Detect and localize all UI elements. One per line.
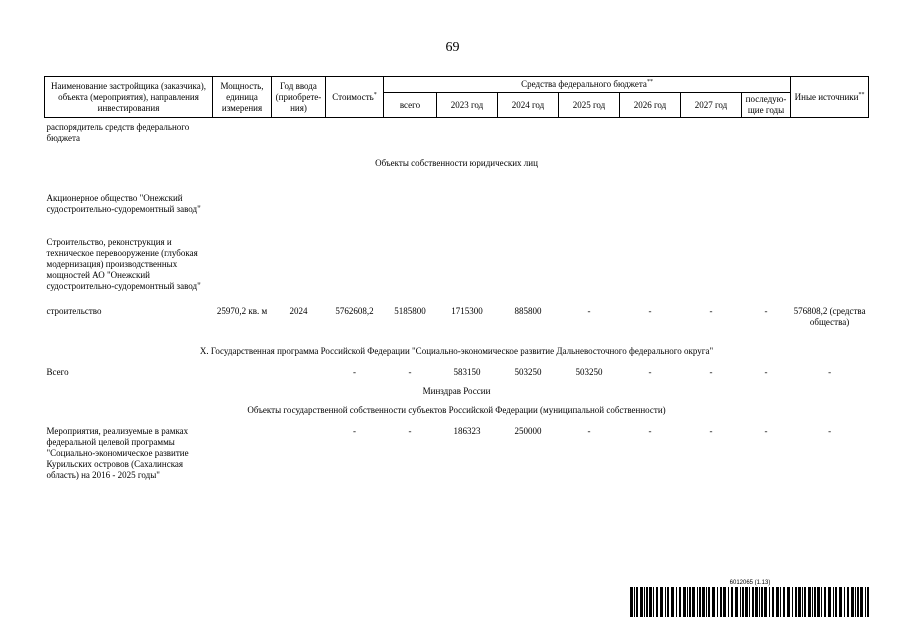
barcode-bar	[667, 587, 669, 617]
cell-value-4: -	[648, 426, 652, 436]
barcode-bar	[649, 587, 652, 617]
cell-cost: -	[353, 426, 356, 436]
cell-value-4: -	[648, 306, 652, 316]
header-sub-4: 2026 год	[620, 93, 681, 118]
barcode-bar	[689, 587, 691, 617]
row-name: строительство	[46, 306, 102, 316]
row-name: Мероприятия, реализуемые в рамках федеральной целевой программы "Социально-экономическое развитие Курильских островов (Сахалинская область) на 2016 - 2025 годы"	[46, 426, 189, 480]
barcode-bar	[792, 587, 793, 617]
header-federal-label: Средства федерального бюджета	[521, 79, 647, 89]
header-sub-1: 2023 год	[437, 93, 498, 118]
cell-other: -	[828, 426, 832, 436]
cell-cost: -	[353, 367, 356, 377]
header-federal-mark: **	[646, 79, 653, 85]
cell-value-5: -	[709, 426, 713, 436]
barcode-bar	[867, 587, 869, 617]
barcode-label: 6012065 (1.13)	[729, 580, 771, 586]
header-cost	[326, 77, 384, 118]
barcode-bar	[723, 587, 726, 617]
barcode-bar	[833, 587, 834, 617]
row-name: Акционерное общество "Онежский судостроительно-судоремонтный завод"	[46, 193, 201, 214]
cell-value-6: -	[764, 426, 768, 436]
barcode-bar	[692, 587, 695, 617]
barcode-bar	[665, 587, 666, 617]
barcode-bar	[821, 587, 822, 617]
barcode-bar	[844, 587, 845, 617]
barcode-bar	[776, 587, 779, 617]
barcode-bar	[795, 587, 797, 617]
table-row	[45, 367, 869, 386]
header-sub-0: всего	[384, 93, 437, 118]
barcode-bar	[671, 587, 674, 617]
header-federal	[384, 77, 791, 93]
cell-value-5: -	[709, 306, 713, 316]
table-row	[45, 386, 869, 405]
empty-cell	[213, 181, 869, 227]
cell-value-3: -	[587, 426, 591, 436]
barcode-bar	[745, 587, 748, 617]
cell-other: 576808,2 (средства общества)	[793, 306, 866, 327]
barcode-bar	[808, 587, 811, 617]
cell-value-1: 583150	[453, 367, 481, 377]
cell-value-4: -	[648, 367, 652, 377]
empty-cell	[213, 227, 869, 306]
barcode-bar	[644, 587, 645, 617]
cell-capacity	[213, 426, 272, 481]
cell-value-6: -	[764, 306, 768, 316]
row-name: Всего	[46, 367, 69, 377]
cell-value-3: 503250	[575, 367, 603, 377]
barcode-bar	[679, 587, 681, 617]
cell-value-1: 186323	[453, 426, 481, 436]
barcode-bar	[712, 587, 715, 617]
barcode-bar	[851, 587, 854, 617]
barcode-bar	[802, 587, 803, 617]
barcode-bar	[783, 587, 785, 617]
barcode-image	[630, 587, 870, 617]
barcode-bar	[708, 587, 710, 617]
header-other-label: Иные источники	[794, 91, 859, 102]
barcode-bar	[720, 587, 722, 617]
barcode-bar	[699, 587, 701, 617]
barcode-bar	[653, 587, 654, 617]
header-capacity: Мощность, единица измерения	[213, 77, 272, 118]
table-row	[45, 152, 869, 181]
row-name: Строительство, реконструкция и техническое перевооружение (глубокая модернизация) производственных мощностей АО "Онежский судостроительно-судоремонтный завод"	[46, 237, 201, 291]
barcode-bar	[656, 587, 658, 617]
table-row	[45, 338, 869, 367]
barcode-bar	[740, 587, 741, 617]
barcode-bar	[828, 587, 831, 617]
cell-year	[272, 367, 326, 386]
barcode-bar	[847, 587, 849, 617]
barcode-bar	[752, 587, 754, 617]
barcode	[630, 579, 870, 622]
section-title: Объекты собственности юридических лиц	[375, 158, 538, 168]
table-header	[45, 77, 869, 118]
cell-year: 2024	[289, 306, 308, 316]
header-sub-5: 2027 год	[681, 93, 742, 118]
header-sub-2: 2024 год	[498, 93, 559, 118]
header-cost-mark: *	[373, 91, 377, 98]
barcode-bar	[798, 587, 801, 617]
table-row	[45, 405, 869, 426]
barcode-bar	[769, 587, 770, 617]
section-title: X. Государственная программа Российской Федерации "Социально-экономическое развитие Дальневосточного федерального округа"	[199, 346, 714, 356]
barcode-bar	[764, 587, 767, 617]
cell-value-3: -	[587, 306, 591, 316]
header-sub-3: 2025 год	[559, 93, 620, 118]
cell-value-5: -	[709, 367, 713, 377]
cell-capacity	[213, 367, 272, 386]
barcode-bar	[759, 587, 760, 617]
cell-value-2: 885800	[514, 306, 542, 316]
header-name: Наименование застройщика (заказчика), объекта (мероприятия), направления инвестирования	[45, 77, 213, 118]
barcode-bar	[702, 587, 705, 617]
barcode-bar	[634, 587, 635, 617]
barcode-bar	[761, 587, 763, 617]
cell-year	[272, 426, 326, 481]
barcode-bar	[731, 587, 733, 617]
header-other-mark: **	[858, 91, 865, 98]
barcode-bar	[640, 587, 643, 617]
table-row	[45, 227, 869, 306]
header-cost-label: Стоимость	[332, 91, 374, 102]
header-sub-6: последую-щие годы	[742, 93, 791, 118]
barcode-bar	[676, 587, 677, 617]
barcode-bar	[742, 587, 744, 617]
barcode-bar	[728, 587, 729, 617]
barcode-bar	[855, 587, 856, 617]
barcode-bar	[687, 587, 688, 617]
table-row	[45, 181, 869, 227]
barcode-bar	[630, 587, 633, 617]
table-row	[45, 306, 869, 338]
cell-value-1: 1715300	[451, 306, 483, 316]
cell-cost: 5762608,2	[335, 306, 374, 316]
barcode-bar	[717, 587, 718, 617]
section-title: Объекты государственной собственности субъектов Российской Федерации (муниципальной собственности)	[247, 405, 666, 415]
barcode-bar	[749, 587, 750, 617]
cell-value-0: -	[408, 426, 412, 436]
empty-cell	[213, 118, 869, 153]
table-row	[45, 118, 869, 153]
barcode-bar	[814, 587, 816, 617]
barcode-bar	[683, 587, 686, 617]
cell-value-2: 503250	[514, 367, 542, 377]
barcode-bar	[839, 587, 842, 617]
barcode-bar	[787, 587, 790, 617]
barcode-bar	[636, 587, 638, 617]
barcode-bar	[860, 587, 863, 617]
barcode-bar	[804, 587, 806, 617]
cell-capacity: 25970,2 кв. м	[216, 306, 268, 316]
barcode-bar	[824, 587, 826, 617]
cell-other: -	[828, 367, 832, 377]
barcode-bar	[697, 587, 698, 617]
row-name: распорядитель средств федерального бюджета	[46, 122, 190, 143]
barcode-bar	[835, 587, 837, 617]
barcode-bar	[735, 587, 738, 617]
page-number: 69	[445, 40, 460, 55]
table-body	[45, 118, 869, 482]
header-commissioning: Год ввода (приобрете-ния)	[272, 77, 326, 118]
barcode-bar	[706, 587, 707, 617]
barcode-bar	[646, 587, 648, 617]
barcode-bar	[755, 587, 758, 617]
table-row	[45, 426, 869, 481]
header-other	[791, 77, 869, 118]
cell-value-6: -	[764, 367, 768, 377]
section-title: Минздрав России	[422, 386, 491, 396]
barcode-bar	[857, 587, 859, 617]
barcode-bar	[865, 587, 866, 617]
barcode-bar	[780, 587, 781, 617]
budget-table	[44, 76, 869, 481]
barcode-bar	[660, 587, 663, 617]
cell-value-0: 5185800	[394, 306, 426, 316]
barcode-bar	[772, 587, 774, 617]
barcode-bar	[812, 587, 813, 617]
barcode-bar	[817, 587, 820, 617]
cell-value-0: -	[408, 367, 412, 377]
cell-value-2: 250000	[514, 426, 542, 436]
